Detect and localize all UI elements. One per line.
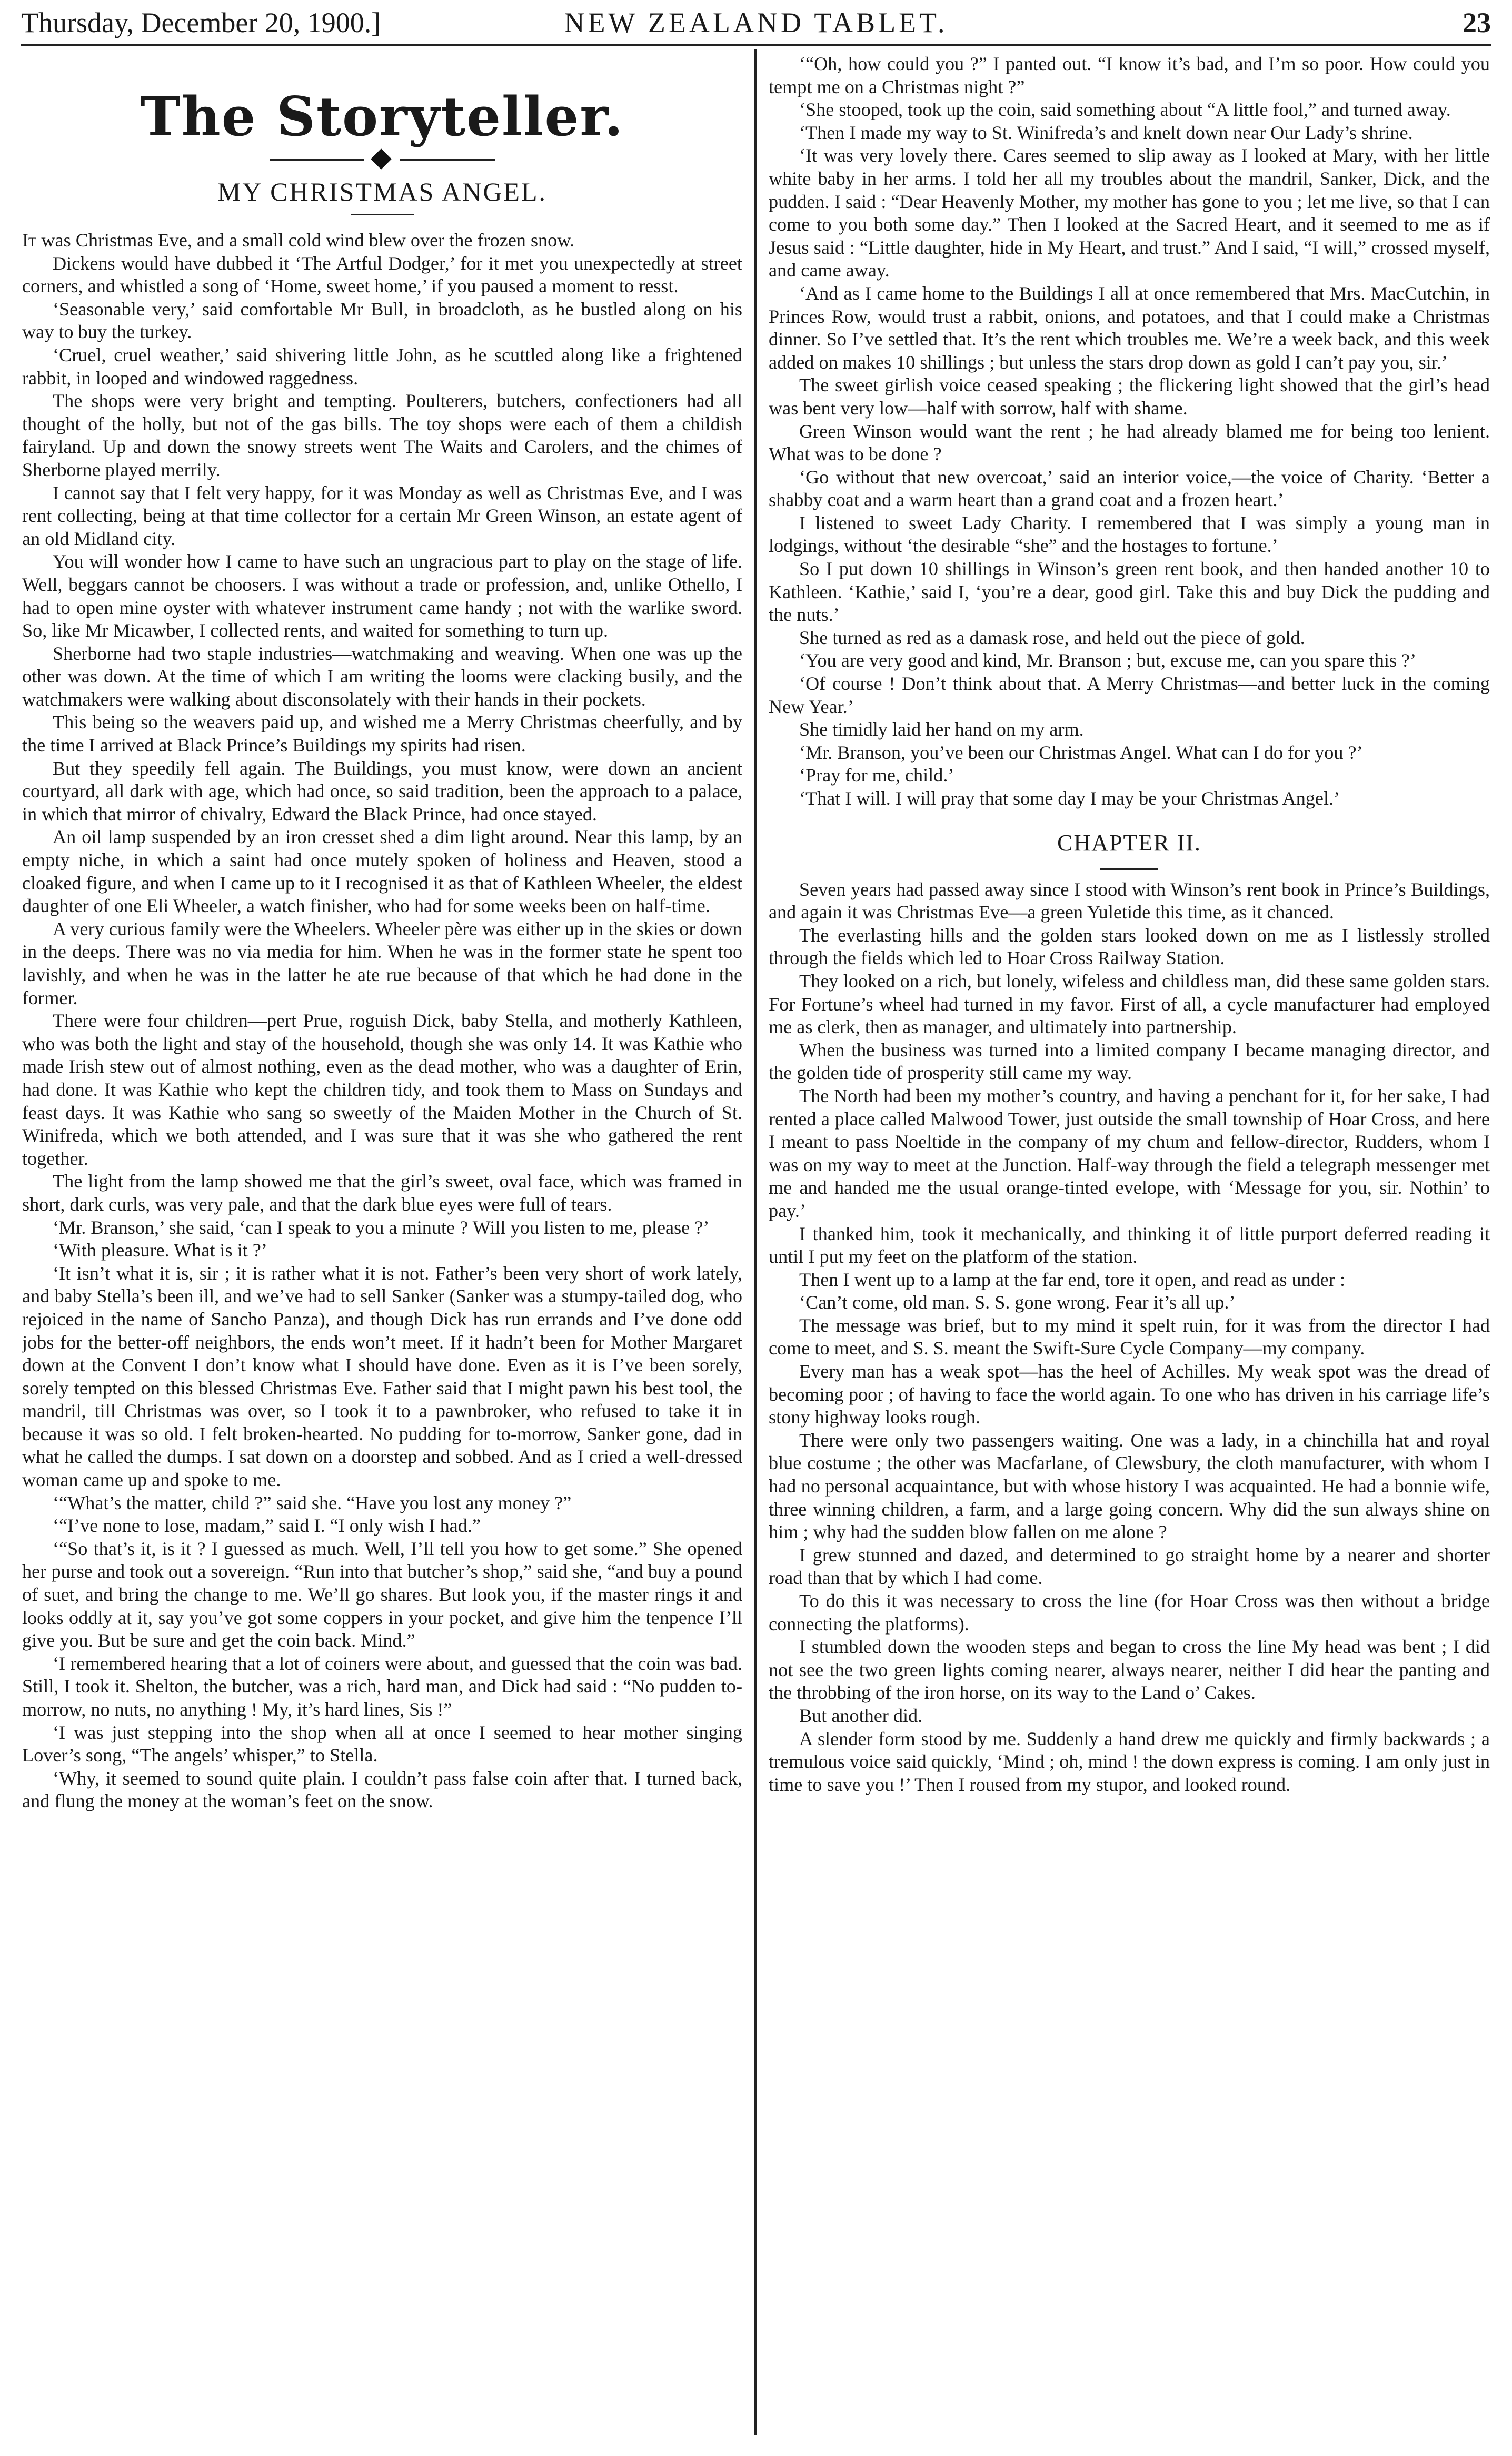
page-header (21, 3, 1491, 41)
paragraph: ‘I was just stepping into the shop when all at once I seemed to hear mother singing Lover’s song, “The angels’ whisper,” to Stella. (22, 1721, 742, 1766)
paragraph: But they speedily fell again. The Buildings, you must know, were down an ancient courtyard, all dark with age, which had once, so said tradition, been the approach to a palace, in which that mirror of chivalry, Edward the Black Prince, had once stayed. (22, 757, 742, 825)
paragraph: But another did. (799, 1705, 923, 1726)
paragraph: This being so the weavers paid up, and wished me a Merry Christmas cheerfully, and by the time I arrived at Black Prince’s Buildings my spirits had risen. (22, 711, 742, 756)
paragraph: She turned as red as a damask rose, and held out the piece of gold. (799, 627, 1305, 648)
paragraph: The message was brief, but to my mind it spelt ruin, for it was from the director I had come to meet, and S. S. meant the Swift-Sure Cycle Company—my company. (769, 1314, 1490, 1359)
right-column (769, 53, 1490, 2440)
paragraph: ‘Pray for me, child.’ (799, 765, 954, 786)
paragraph: The shops were very bright and tempting. Poulterers, butchers, confectioners had all thought of the holly, but not of the gas bills. The toy shops were each of them a childish fairyland. Up and down the snowy streets went The Waits and Carolers, and the chimes of Sherborne played merrily. (22, 390, 742, 480)
paragraph: ‘Can’t come, old man. S. S. gone wrong. Fear it’s all up.’ (799, 1292, 1236, 1313)
paragraph: I grew stunned and dazed, and determined to go straight home by a nearer and shorter road than that by which I had come. (769, 1544, 1490, 1589)
paragraph: A very curious family were the Wheelers. Wheeler père was either up in the skies or down in the deeps. There was no via media for him. When he was in the former state he spent too lavishly, and when he was in the latter he ate rue because of that which he had done in the former. (22, 918, 742, 1008)
paragraph: There were only two passengers waiting. One was a lady, in a chinchilla hat and royal blue costume ; the other was Macfarlane, of Clewsbury, the cloth manufacturer, with whom I had no personal acquaintance, but with whose history I was acquainted. He had a bonnie wife, three winning children, a farm, and a large going concern. Why did the sun always shine on him ; why had the sudden blow fallen on me alone ? (769, 1429, 1490, 1543)
paragraph: The everlasting hills and the golden stars looked down on me as I listlessly strolled through the fields which led to Hoar Cross Railway Station. (769, 924, 1490, 969)
paragraph: I cannot say that I felt very happy, for it was Monday as well as Christmas Eve, and I was rent collecting, being at that time collector for a certain Mr Green Winson, an estate agent of an old Midland city. (22, 482, 742, 549)
paragraph: ‘You are very good and kind, Mr. Branson ; but, excuse me, can you spare this ?’ (799, 650, 1417, 671)
paragraph: The sweet girlish voice ceased speaking ; the flickering light showed that the girl’s head was bent very low—half with sorrow, half with shame. (769, 374, 1490, 419)
left-paragraphs (22, 252, 742, 1813)
paragraph: There were four children—pert Prue, roguish Dick, baby Stella, and motherly Kathleen, who was both the light and stay of the household, though she was only 14. It was Kathie who made Irish stew out of almost nothing, even as the dead mother, who was a daughter of Erin, had done. It was Kathie who kept the children tidy, and took them to Mass on Sundays and feast days. It was Kathie who sang so sweetly of the Maiden Mother in the Church of St. Winifreda, which we both attended, and I was sure that it was she who gathered the rent together. (22, 1010, 742, 1169)
paragraph: An oil lamp suspended by an iron cresset shed a dim light around. Near this lamp, by an empty niche, in which a saint had once mutely spoken of holiness and Heaven, stood a cloaked figure, and when I came up to it I recognised it as that of Kathleen Wheeler, the eldest daughter of one Eli Wheeler, a watch finisher, who had for some weeks been on half-time. (22, 826, 742, 917)
paragraph: I listened to sweet Lady Charity. I remembered that I was simply a young man in lodgings, without ‘the desirable “she” and the hostages to fortune.’ (769, 512, 1490, 557)
paragraph: She timidly laid her hand on my arm. (799, 719, 1084, 740)
header-rule (21, 44, 1491, 46)
paragraph: ‘Of course ! Don’t think about that. A Merry Christmas—and better luck in the coming New Year.’ (769, 673, 1490, 717)
right-paragraphs-chapter-one (769, 53, 1490, 810)
opening-text: was Christmas Eve, and a small cold wind blew over the frozen snow. (36, 230, 575, 251)
paragraph: I thanked him, took it mechanically, and thinking it of little purport deferred reading it until I put my feet on the platform of the station. (769, 1223, 1490, 1267)
paragraph: ‘And as I came home to the Buildings I all at once remembered that Mrs. MacCutchin, in Princes Row, would trust a rabbit, onions, and potatoes, and that I could make a Christmas dinner. So I’ve settled that. It’s the rent which troubles me. We’re a week back, and this week added on makes 10 shillings ; but unless the stars drop down as gold I can’t pay you, sir.’ (769, 282, 1490, 373)
paragraph: ‘I remembered hearing that a lot of coiners were about, and guessed that the coin was bad. Still, I took it. Shelton, the butcher, was a rich, hard man, and Dick had said : “No pudden to-morrow, no nuts, no anything ! My, it’s hard lines, Sis !” (22, 1652, 742, 1720)
left-column (22, 58, 742, 2440)
paragraph: ‘“I’ve none to lose, madam,” said I. “I only wish I had.” (53, 1515, 481, 1537)
paragraph: ‘Mr. Branson,’ she said, ‘can I speak to you a minute ? Will you listen to me, please ?’ (53, 1216, 710, 1238)
paragraph: They looked on a rich, but lonely, wifeless and childless man, did these same golden stars. For Fortune’s wheel had turned in my favor. First of all, a cycle manufacturer had employed me as clerk, then as manager, and ultimately into partnership. (769, 970, 1490, 1038)
paragraph: When the business was turned into a limited company I became managing director, and the golden tide of prosperity still came my way. (769, 1039, 1490, 1084)
paragraph: Then I went up to a lamp at the far end, tore it open, and read as under : (799, 1269, 1345, 1290)
paragraph: ‘She stooped, took up the coin, said something about “A little fool,” and turned away. (799, 99, 1451, 121)
header-page-number: 23 (1463, 7, 1491, 38)
paragraph: ‘It was very lovely there. Cares seemed to slip away as I looked at Mary, with her little white baby in her arms. I told her all my troubles about the mandril, Sanker, Dick, and the pudden. I said : “Dear Heavenly Mother, my mother has gone to you ; let me live, so that I can come to you both some day.” Then I looked at the Sacred Heart, and it seemed to me as if Jesus said : “Little daughter, hide in My Heart, and trust.” And I said, “I will,” crossed myself, and came away. (769, 145, 1490, 281)
paragraph: A slender form stood by me. Suddenly a hand drew me quickly and firmly backwards ; a tremulous voice said quickly, ‘Mind ; oh, mind ! the down express is coming. I am only just in time to save you !’ Then I roused from my stupor, and looked round. (769, 1728, 1490, 1795)
paragraph: ‘Seasonable very,’ said comfortable Mr Bull, in broadcloth, as he bustled along on his way to buy the turkey. (22, 298, 742, 343)
paragraph: I stumbled down the wooden steps and began to cross the line My head was bent ; I did not see the two green lights coming nearer, always nearer, neither I did hear the panting and the throbbing of the iron horse, on its way to the Land o’ Cakes. (769, 1636, 1490, 1704)
paragraph: ‘With pleasure. What is it ?’ (53, 1240, 267, 1261)
paragraph: The North had been my mother’s country, and having a penchant for it, for her sake, I had rented a place called Malwood Tower, just outside the small township of Hoar Cross, and here I meant to pass Noeltide in the company of my chum and fellow-director, Rudders, whom I was on my way to meet at the Junction. Half-way through the field a telegraph messenger met me and handed me the usual orange-tinted evelope, with ‘Message for you, sir. Nothin’ to pay.’ (769, 1085, 1490, 1221)
paragraph: ‘“What’s the matter, child ?” said she. “Have you lost any money ?” (53, 1492, 572, 1513)
opening-paragraph (22, 229, 742, 252)
paragraph: Dickens would have dubbed it ‘The Artful Dodger,’ for it met you unexpectedly at street corners, and whistled a song of ‘Home, sweet home,’ if you paused a moment to resst. (22, 252, 742, 297)
chapter-heading: CHAPTER II. (1057, 829, 1201, 856)
paragraph: ‘“Oh, how could you ?” I panted out. “I know it’s bad, and I’m so poor. How could you tempt me on a Christmas night ?” (769, 53, 1490, 97)
paragraph: Every man has a weak spot—has the heel of Achilles. My weak spot was the dread of becoming poor ; of having to face the world again. To one who has driven in his carriage life’s stony highway looks rough. (769, 1361, 1490, 1428)
paragraph: The light from the lamp showed me that the girl’s sweet, oval face, which was framed in short, dark curls, was very pale, and that the dark blue eyes were full of tears. (22, 1171, 742, 1215)
paragraph: ‘It isn’t what it is, sir ; it is rather what it is not. Father’s been very short of work lately, and baby Stella’s been ill, and we’ve had to sell Sanker (Sanker was a stumpy-tailed dog, who rejoiced in the name of Sancho Panza), and though Dick has run errands and I’ve done odd jobs for the better-off neighbors, the ends won’t meet. If it hadn’t been for Mother Margaret down at the Convent I don’t know what I should have done. Even as it is I’ve been sorely, sorely tempted on this blessed Christmas Eve. Father said that I might pawn his best tool, the mandril, till Christmas was over, so I took it to a pawnbroker, who refused to take it in because it was so old. I felt broken-hearted. No pudding for to-morrow, Sanker gone, dad in what he called the dumps. I sat down on a doorstep and sobbed. And as I cried a well-dressed woman came up and spoke to me. (22, 1262, 742, 1491)
paragraph: So I put down 10 shillings in Winson’s green rent book, and then handed another 10 to Kathleen. ‘Kathie,’ said I, ‘you’re a dear, good girl. Take this and buy Dick the pudding and the nuts.’ (769, 558, 1490, 626)
paragraph: ‘Mr. Branson, you’ve been our Christmas Angel. What can I do for you ?’ (799, 741, 1363, 763)
title-ornament (22, 150, 742, 171)
header-date: Thursday, December 20, 1900.] (21, 7, 381, 38)
story-title: MY CHRISTMAS ANGEL. (217, 177, 548, 206)
opening-word: It (22, 230, 37, 251)
story-title-rule (351, 214, 414, 215)
paragraph: You will wonder how I came to have such an ungracious part to play on the stage of life. Well, beggars cannot be choosers. I was without a trade or profession, and, unlike Othello, I had to open mine oyster with whatever instrument came handy ; not with the warlike sword. So, like Mr Micawber, I collected rents, and waited for something to turn up. (22, 551, 742, 641)
paragraph: ‘Then I made my way to St. Winifreda’s and knelt down near Our Lady’s shrine. (799, 122, 1413, 143)
right-paragraphs-chapter-two (769, 878, 1490, 1797)
section-title: The Storyteller. (140, 85, 624, 148)
column-divider (754, 49, 757, 2435)
paragraph: ‘That I will. I will pray that some day I may be your Christmas Angel.’ (799, 788, 1340, 809)
paragraph: ‘“So that’s it, is it ? I guessed as much. Well, I’ll tell you how to get some.” She opened her purse and took out a sovereign. “Run into that butcher’s shop,” said she, “and buy a pound of suet, and bring the change to me. We’ll go shares. But look you, if the master rings it and looks oddly at it, say you’ve got some coppers in your pocket, and give him the tenpence I’ll give you. But be sure and get the coin back. Mind.” (22, 1538, 742, 1651)
paragraph: ‘Go without that new overcoat,’ said an interior voice,—the voice of Charity. ‘Better a shabby coat and a warm heart than a grand coat and a frozen heart.’ (769, 466, 1490, 511)
paragraph: ‘Cruel, cruel weather,’ said shivering little John, as he scuttled along like a frightened rabbit, in looped and windowed raggedness. (22, 344, 742, 389)
chapter-rule (1100, 868, 1158, 870)
paragraph: Seven years had passed away since I stood with Winson’s rent book in Prince’s Buildings, and again it was Christmas Eve—a green Yuletide this time, as it chanced. (769, 878, 1490, 923)
paragraph: Sherborne had two staple industries—watchmaking and weaving. When one was up the other was down. At the time of which I am writing the looms were clacking busily, and the watchmakers were walking about disconsolately with their hands in their pockets. (22, 642, 742, 710)
paragraph: ‘Why, it seemed to sound quite plain. I couldn’t pass false coin after that. I turned back, and flung the money at the woman’s feet on the snow. (22, 1767, 742, 1812)
header-publication: NEW ZEALAND TABLET. (564, 7, 948, 38)
paragraph: Green Winson would want the rent ; he had already blamed me for being too lenient. What was to be done ? (769, 420, 1490, 465)
paragraph: To do this it was necessary to cross the line (for Hoar Cross was then without a bridge connecting the platforms). (769, 1590, 1490, 1635)
